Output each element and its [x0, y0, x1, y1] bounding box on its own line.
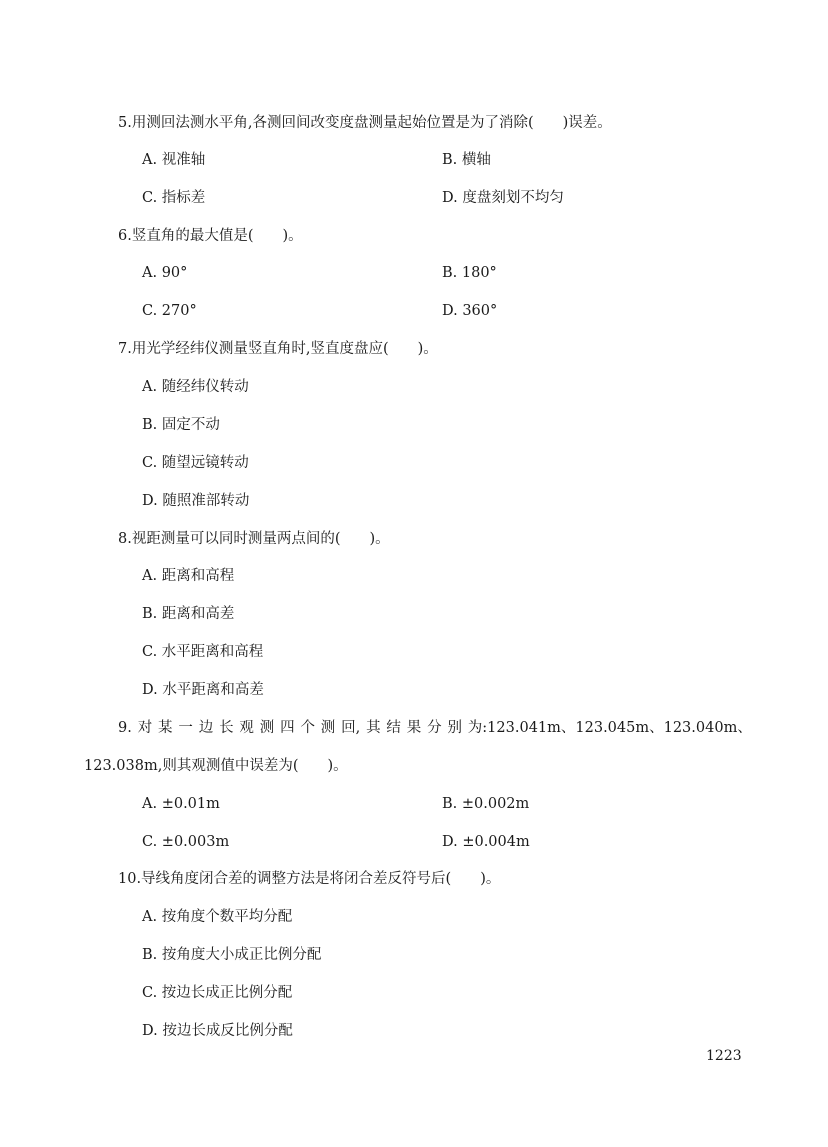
question-8-option-c: C. 水平距离和高程: [142, 644, 264, 660]
question-6-option-d: D. 360°: [442, 303, 498, 319]
question-7-option-c: C. 随望远镜转动: [142, 455, 249, 471]
stem-segment: 别: [447, 720, 462, 736]
stem-segment: 对: [137, 720, 153, 736]
question-9-option-a: A. ±0.01m: [142, 796, 220, 812]
question-10-stem: 10.导线角度闭合差的调整方法是将闭合差反符号后( )。: [118, 871, 501, 887]
stem-segment: 测: [320, 720, 336, 736]
stem-segment: 9.: [118, 720, 132, 736]
question-6-option-a: A. 90°: [142, 265, 188, 281]
stem-segment: 某: [158, 720, 173, 736]
question-6-option-c: C. 270°: [142, 303, 197, 319]
question-6-option-b: B. 180°: [442, 265, 497, 281]
stem-segment: 一: [178, 720, 193, 736]
question-9-stem-line-2: 123.038m,则其观测值中误差为( )。: [84, 758, 348, 774]
question-9-option-c: C. ±0.003m: [142, 834, 230, 850]
question-8-option-b: B. 距离和高差: [142, 606, 235, 622]
stem-segment: 为:123.041m、123.045m、123.040m、: [467, 720, 752, 736]
question-8-stem: 8.视距测量可以同时测量两点间的( )。: [118, 531, 390, 547]
question-10-option-a: A. 按角度个数平均分配: [142, 909, 293, 925]
question-10-option-d: D. 按边长成反比例分配: [142, 1023, 293, 1039]
stem-segment: 结: [386, 720, 401, 736]
question-7-stem: 7.用光学经纬仪测量竖直角时,竖直度盘应( )。: [118, 341, 438, 357]
question-10-option-b: B. 按角度大小成正比例分配: [142, 947, 322, 963]
question-7-option-a: A. 随经纬仪转动: [142, 379, 249, 395]
stem-segment: 其: [366, 720, 381, 736]
stem-segment: 分: [427, 720, 442, 736]
question-9-stem-line-1: [118, 718, 752, 738]
question-8-option-d: D. 水平距离和高差: [142, 682, 264, 698]
stem-segment: 长: [219, 720, 234, 736]
stem-segment: 边: [198, 720, 214, 736]
question-8-option-a: A. 距离和高程: [142, 568, 235, 584]
question-9-option-b: B. ±0.002m: [442, 796, 530, 812]
question-9-option-d: D. ±0.004m: [442, 834, 530, 850]
question-5-option-d: D. 度盘刻划不均匀: [442, 190, 564, 206]
question-10-option-c: C. 按边长成正比例分配: [142, 985, 293, 1001]
stem-segment: 测: [259, 720, 275, 736]
question-5-option-b: B. 横轴: [442, 152, 491, 168]
stem-segment: 四: [280, 720, 295, 736]
question-5-option-a: A. 视准轴: [142, 152, 206, 168]
question-7-option-d: D. 随照准部转动: [142, 493, 250, 509]
stem-segment: 果: [406, 720, 422, 736]
question-5-option-c: C. 指标差: [142, 190, 206, 206]
stem-segment: 个: [300, 720, 315, 736]
question-6-stem: 6.竖直角的最大值是( )。: [118, 228, 303, 244]
page-number: 1223: [706, 1048, 742, 1064]
question-5-stem: 5.用测回法测水平角,各测回间改变度盘测量起始位置是为了消除( )误差。: [118, 115, 612, 131]
stem-segment: 回,: [341, 720, 361, 736]
question-7-option-b: B. 固定不动: [142, 417, 220, 433]
stem-segment: 观: [239, 720, 254, 736]
